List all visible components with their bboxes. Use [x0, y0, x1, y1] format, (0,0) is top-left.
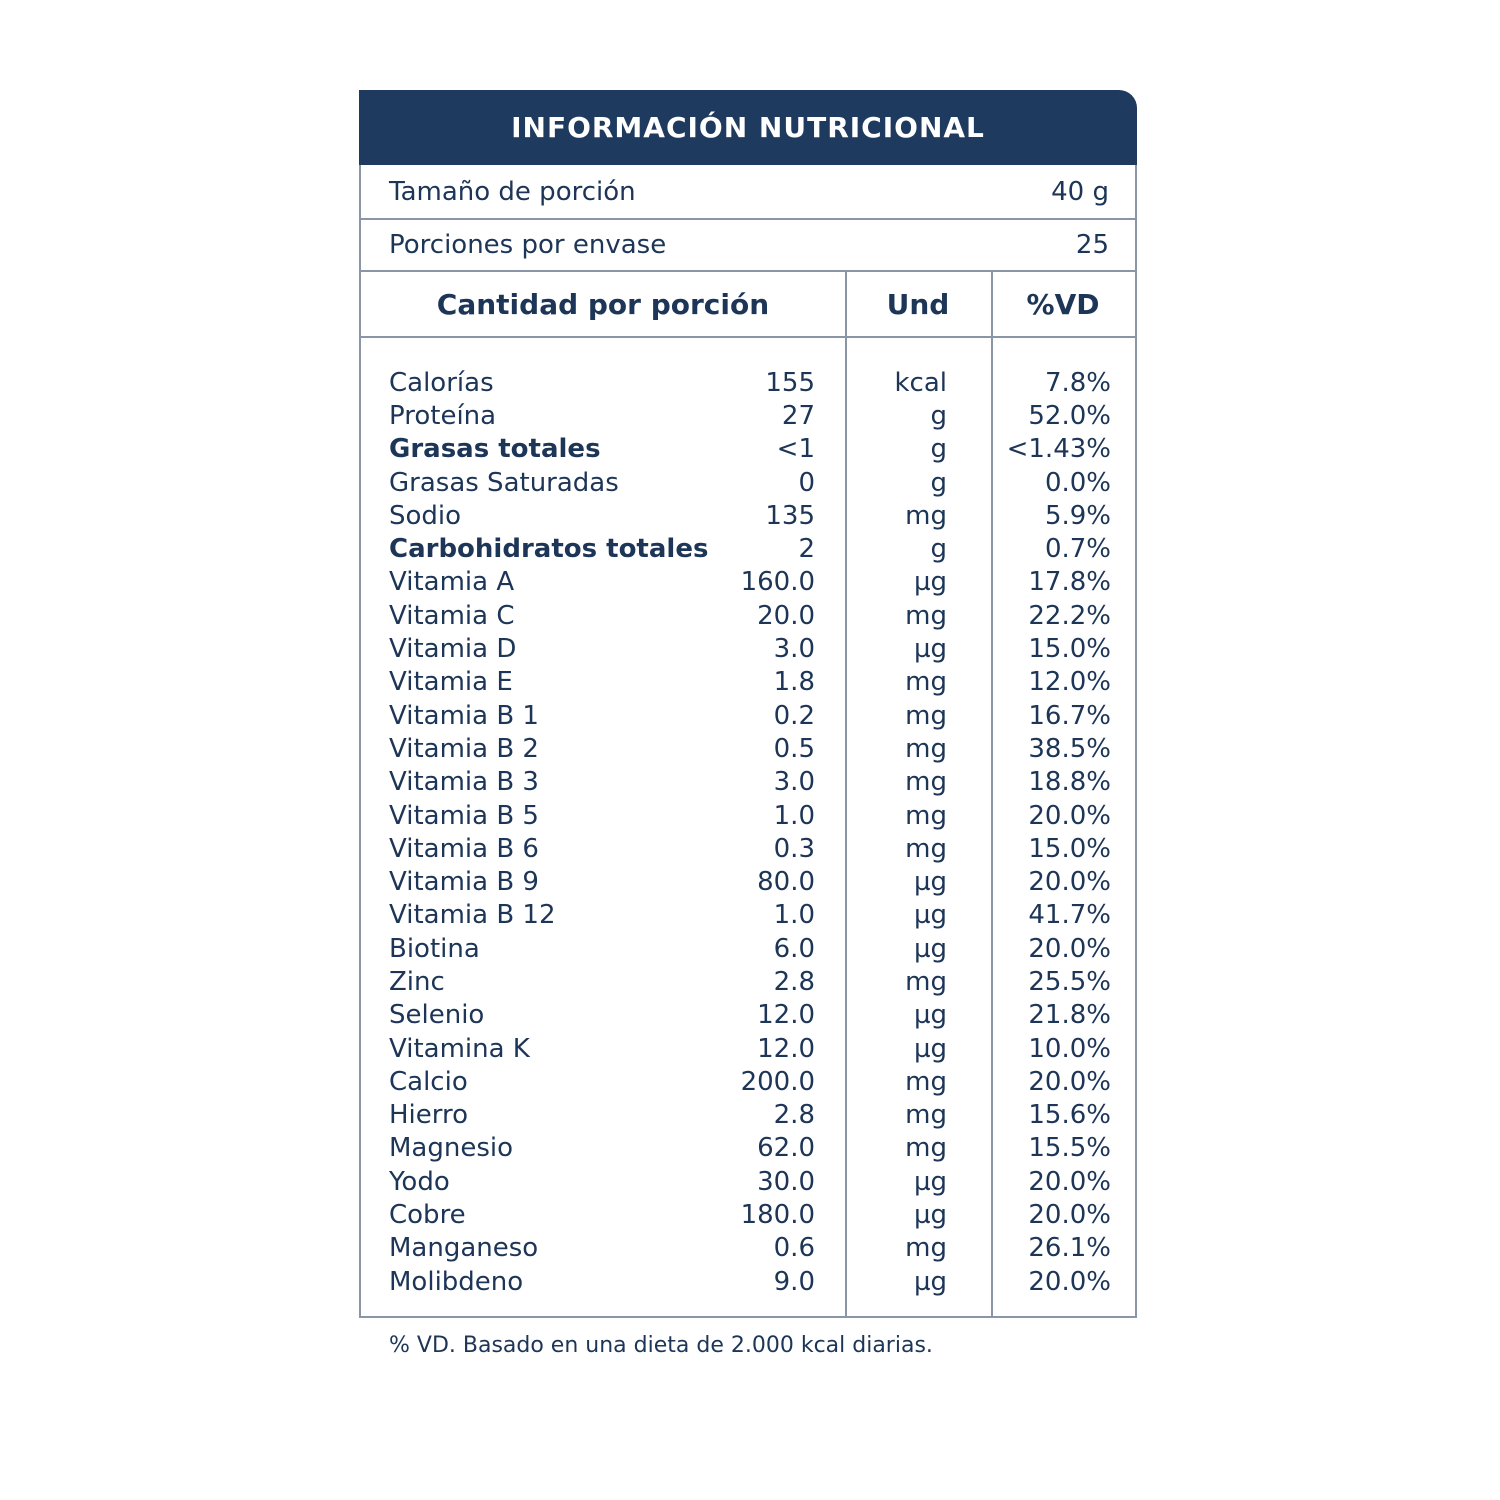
nutrient-name: Sodio — [389, 500, 462, 531]
nutrient-amount: 135 — [765, 500, 815, 531]
nutrient-dv: 18.8% — [1028, 767, 1111, 798]
nutrient-dv: 5.9% — [1044, 500, 1111, 531]
table-header — [361, 272, 1135, 338]
nutrient-row — [361, 433, 1135, 466]
nutrient-unit: kcal — [894, 367, 947, 398]
nutrient-amount: 0.6 — [773, 1233, 815, 1264]
nutrient-unit: µg — [913, 634, 947, 665]
nutrient-unit: µg — [913, 1000, 947, 1031]
servings-per-container-row — [359, 220, 1137, 272]
nutrient-dv: 20.0% — [1028, 1066, 1111, 1097]
nutrient-dv: 0.0% — [1044, 467, 1111, 498]
serving-size-label: Tamaño de porción — [389, 176, 636, 207]
nutrient-row — [361, 566, 1135, 599]
nutrient-dv: 38.5% — [1028, 733, 1111, 764]
nutrient-amount: 12.0 — [757, 1000, 815, 1031]
nutrient-name: Molibdeno — [389, 1266, 524, 1297]
nutrient-amount: 3.0 — [773, 634, 815, 665]
nutrient-unit: mg — [905, 700, 947, 731]
nutrient-amount: 160.0 — [740, 567, 815, 598]
nutrient-row — [361, 366, 1135, 399]
nutrient-row — [361, 832, 1135, 865]
nutrient-unit: µg — [913, 567, 947, 598]
nutrient-name: Zinc — [389, 966, 445, 997]
nutrient-rows — [361, 338, 1135, 1316]
nutrient-dv: 22.2% — [1028, 600, 1111, 631]
nutrient-name: Vitamia B 2 — [389, 733, 539, 764]
nutrient-unit: mg — [905, 1100, 947, 1131]
nutrient-amount: 1.0 — [773, 800, 815, 831]
nutrient-amount: 0.3 — [773, 833, 815, 864]
nutrient-name: Vitamia E — [389, 667, 513, 698]
nutrient-dv: 20.0% — [1028, 1200, 1111, 1231]
nutrient-unit: µg — [913, 1266, 947, 1297]
nutrient-amount: 2.8 — [773, 1100, 815, 1131]
nutrient-row — [361, 865, 1135, 898]
nutrient-name: Grasas Saturadas — [389, 467, 619, 498]
dv-column-header: %VD — [1026, 287, 1100, 321]
nutrient-dv: 25.5% — [1028, 966, 1111, 997]
nutrient-row — [361, 799, 1135, 832]
nutrient-amount: 20.0 — [757, 600, 815, 631]
nutrient-row — [361, 965, 1135, 998]
nutrient-unit: g — [930, 400, 947, 431]
nutrient-amount: 6.0 — [773, 933, 815, 964]
nutrient-row — [361, 1265, 1135, 1298]
nutrient-amount: 1.8 — [773, 667, 815, 698]
nutrient-name: Biotina — [389, 933, 480, 964]
nutrition-facts-label — [359, 90, 1137, 1318]
nutrient-amount: 27 — [781, 400, 815, 431]
nutrient-unit: mg — [905, 966, 947, 997]
nutrient-unit: mg — [905, 500, 947, 531]
nutrient-unit: mg — [905, 1066, 947, 1097]
nutrient-amount: 80.0 — [757, 867, 815, 898]
nutrient-dv: 16.7% — [1028, 700, 1111, 731]
nutrient-unit: µg — [913, 1200, 947, 1231]
nutrient-row — [361, 1232, 1135, 1265]
nutrient-row — [361, 1165, 1135, 1198]
nutrient-amount: 30.0 — [757, 1166, 815, 1197]
nutrient-dv: 15.0% — [1028, 833, 1111, 864]
nutrient-dv: 20.0% — [1028, 1266, 1111, 1297]
nutrient-name: Vitamia B 9 — [389, 867, 539, 898]
nutrient-unit: µg — [913, 1033, 947, 1064]
nutrient-dv: 12.0% — [1028, 667, 1111, 698]
nutrient-dv: <1.43% — [1006, 434, 1111, 465]
nutrient-name: Vitamia B 5 — [389, 800, 539, 831]
nutrient-name: Cobre — [389, 1200, 466, 1231]
nutrient-name: Vitamia B 1 — [389, 700, 539, 731]
nutrient-row — [361, 632, 1135, 665]
nutrient-row — [361, 532, 1135, 565]
nutrient-dv: 15.0% — [1028, 634, 1111, 665]
label-title: INFORMACIÓN NUTRICIONAL — [359, 90, 1137, 165]
nutrient-amount: 2 — [798, 534, 815, 565]
nutrient-amount: <1 — [776, 434, 815, 465]
nutrient-unit: µg — [913, 933, 947, 964]
nutrient-amount: 62.0 — [757, 1133, 815, 1164]
nutrient-name: Carbohidratos totales — [389, 534, 709, 565]
nutrient-amount: 0.5 — [773, 733, 815, 764]
nutrient-name: Calcio — [389, 1066, 468, 1097]
nutrient-unit: g — [930, 534, 947, 565]
nutrient-name: Vitamina K — [389, 1033, 530, 1064]
nutrient-dv: 15.5% — [1028, 1133, 1111, 1164]
serving-size-value: 40 g — [1051, 176, 1109, 207]
nutrient-name: Vitamia B 12 — [389, 900, 556, 931]
nutrient-dv: 20.0% — [1028, 867, 1111, 898]
nutrient-amount: 155 — [765, 367, 815, 398]
nutrient-unit: µg — [913, 867, 947, 898]
nutrient-amount: 12.0 — [757, 1033, 815, 1064]
nutrient-row — [361, 699, 1135, 732]
nutrient-row — [361, 1198, 1135, 1231]
nutrient-name: Vitamia C — [389, 600, 515, 631]
nutrient-amount: 0 — [798, 467, 815, 498]
nutrient-amount: 3.0 — [773, 767, 815, 798]
nutrient-row — [361, 1099, 1135, 1132]
nutrient-table — [359, 272, 1137, 1318]
nutrient-unit: g — [930, 434, 947, 465]
amount-column-header: Cantidad por porción — [436, 287, 770, 321]
column-divider — [991, 272, 993, 1316]
nutrient-unit: mg — [905, 1133, 947, 1164]
servings-per-container-label: Porciones por envase — [389, 230, 667, 260]
nutrient-unit: mg — [905, 600, 947, 631]
nutrient-dv: 20.0% — [1028, 800, 1111, 831]
nutrient-unit: mg — [905, 767, 947, 798]
nutrient-dv: 17.8% — [1028, 567, 1111, 598]
nutrient-name: Proteína — [389, 400, 497, 431]
nutrient-name: Selenio — [389, 1000, 485, 1031]
nutrient-amount: 200.0 — [740, 1066, 815, 1097]
footnote: % VD. Basado en una dieta de 2.000 kcal diarias. — [389, 1333, 933, 1358]
nutrient-row — [361, 766, 1135, 799]
nutrient-dv: 10.0% — [1028, 1033, 1111, 1064]
nutrient-amount: 0.2 — [773, 700, 815, 731]
nutrient-dv: 52.0% — [1028, 400, 1111, 431]
nutrient-name: Vitamia D — [389, 634, 517, 665]
nutrient-unit: mg — [905, 833, 947, 864]
nutrient-name: Grasas totales — [389, 434, 601, 465]
nutrient-row — [361, 1132, 1135, 1165]
nutrient-name: Manganeso — [389, 1233, 539, 1264]
nutrient-amount: 1.0 — [773, 900, 815, 931]
nutrient-amount: 2.8 — [773, 966, 815, 997]
nutrient-dv: 21.8% — [1028, 1000, 1111, 1031]
nutrient-dv: 20.0% — [1028, 933, 1111, 964]
nutrient-dv: 20.0% — [1028, 1166, 1111, 1197]
nutrient-row — [361, 732, 1135, 765]
column-divider — [845, 272, 847, 1316]
nutrient-row — [361, 899, 1135, 932]
nutrient-unit: g — [930, 467, 947, 498]
nutrient-row — [361, 1065, 1135, 1098]
nutrient-row — [361, 399, 1135, 432]
nutrient-name: Hierro — [389, 1100, 469, 1131]
nutrient-unit: mg — [905, 667, 947, 698]
nutrient-name: Calorías — [389, 367, 494, 398]
nutrient-dv: 41.7% — [1028, 900, 1111, 931]
nutrient-unit: µg — [913, 900, 947, 931]
nutrient-row — [361, 1032, 1135, 1065]
nutrient-row — [361, 466, 1135, 499]
nutrient-dv: 26.1% — [1028, 1233, 1111, 1264]
nutrient-row — [361, 999, 1135, 1032]
nutrient-unit: mg — [905, 1233, 947, 1264]
nutrient-unit: mg — [905, 800, 947, 831]
nutrient-amount: 180.0 — [740, 1200, 815, 1231]
nutrient-name: Yodo — [389, 1166, 450, 1197]
nutrient-name: Vitamia A — [389, 567, 515, 598]
nutrient-name: Vitamia B 3 — [389, 767, 539, 798]
nutrient-name: Magnesio — [389, 1133, 514, 1164]
nutrient-row — [361, 932, 1135, 965]
nutrient-amount: 9.0 — [773, 1266, 815, 1297]
nutrient-unit: µg — [913, 1166, 947, 1197]
servings-per-container-value: 25 — [1075, 230, 1109, 260]
nutrient-dv: 7.8% — [1044, 367, 1111, 398]
serving-size-row — [359, 165, 1137, 220]
nutrient-name: Vitamia B 6 — [389, 833, 539, 864]
nutrient-unit: mg — [905, 733, 947, 764]
nutrient-dv: 0.7% — [1044, 534, 1111, 565]
nutrient-row — [361, 599, 1135, 632]
nutrient-dv: 15.6% — [1028, 1100, 1111, 1131]
nutrient-row — [361, 666, 1135, 699]
unit-column-header: Und — [886, 287, 950, 321]
nutrient-row — [361, 499, 1135, 532]
